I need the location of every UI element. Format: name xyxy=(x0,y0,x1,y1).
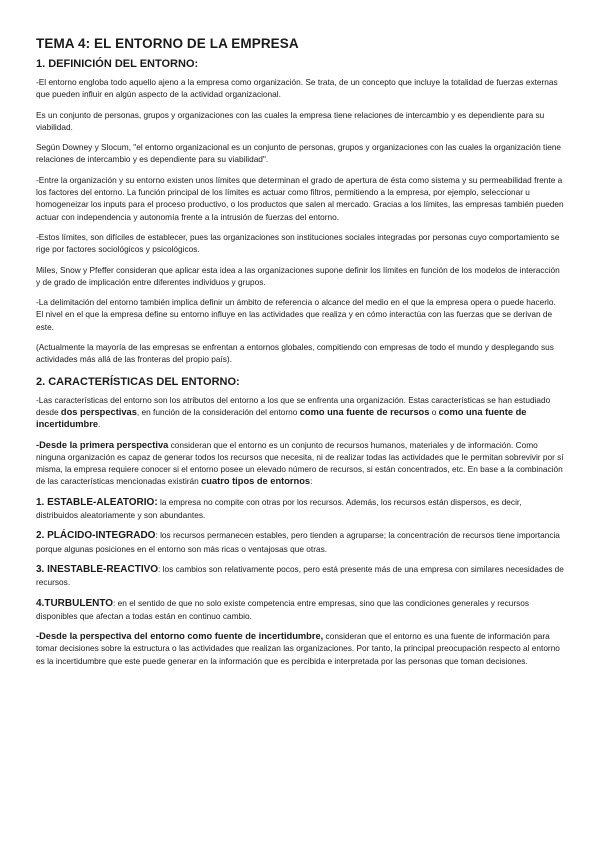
paragraph: -Entre la organización y su entorno existen unos límites que determinan el grado de apertura de ésta como sistema y su permeabilidad frente a los factores del entorno. La función principal de los límites es actuar como filtros, permitiendo a la empresa, por ejemplo, seleccionar u homogeneizar los inputs para el proceso productivo, o los productos que salen al mercado. Gracias a los límites, las empresas también pueden actuar con independencia y autonomía frente a la intrusión de fuerzas del entorno. xyxy=(36,174,564,222)
text: . xyxy=(98,419,101,430)
text: o xyxy=(429,406,439,417)
entorno-type-1 xyxy=(36,496,565,522)
bold-text: cuatro tipos de entornos xyxy=(201,476,311,487)
paragraph: Según Downey y Slocum, "el entorno organizacional es un conjunto de personas, grupos y organizaciones con las cuales la organización tiene relaciones de intercambio y es dependiente para su viabilidad". xyxy=(36,142,562,165)
type-label: 1. ESTABLE-ALEATORIO: xyxy=(36,496,158,508)
text: consideran que el entorno es un conjunto de recursos humanos, materiales y de información. Como ninguna organización es capaz de generar todos los recursos que necesita, ni de realizar todas las actividades que le permitan sobrevivir por sí misma, la empresa requiere conocer si el entorno posee un elevado número de recursos, si están concentrados, etc. En base a la combinación de las características mencionadas existirán xyxy=(36,439,564,487)
text: : los cambios son relativamente pocos, pero está presente más de una empresa con similares necesidades de recursos. xyxy=(36,563,564,588)
text: -Las características del entorno son los atributos del entorno a los que se enfrenta una organización. Estas características se han estudiado desde xyxy=(36,394,551,417)
type-label: 4.TURBULENTO xyxy=(36,597,114,609)
bold-text: -Desde la primera perspectiva xyxy=(36,439,169,450)
paragraph: -El entorno engloba todo aquello ajeno a la empresa como organización. Se trata, de un concepto que incluye la totalidad de fuerzas externas que pueden influir en algún aspecto de la actividad organizacional. xyxy=(36,77,558,100)
paragraph: (Actualmente la mayoría de las empresas se enfrentan a entornos globales, compitiendo con empresas de todo el mundo y desplegando sus actividades más allá de las fronteras del propio país). xyxy=(36,342,554,365)
section-heading-definicion: 1. DEFINICIÓN DEL ENTORNO: xyxy=(36,58,199,70)
paragraph: Es un conjunto de personas, grupos y organizaciones con las cuales la empresa tiene relaciones de intercambio y es dependiente para su viabilidad. xyxy=(36,109,545,132)
entorno-type-2 xyxy=(36,529,565,555)
text: : los recursos permanecen estables, pero tienden a agruparse; la concentración de recursos tiene importancia porque algunas posiciones en el entorno son más ricas o ventajosas que otras. xyxy=(36,530,560,554)
text: : xyxy=(310,476,313,487)
document-page xyxy=(36,36,565,675)
bold-text: dos perspectivas xyxy=(60,406,137,417)
page-title: TEMA 4: EL ENTORNO DE LA EMPRESA xyxy=(36,36,299,51)
paragraph-primera-perspectiva xyxy=(36,439,565,488)
entorno-type-3 xyxy=(36,563,565,589)
entorno-type-4 xyxy=(36,597,565,623)
text: la empresa no compite con otras por los recursos. Además, los recursos están dispersos, es decir, distribuidos aleatoriamente y son abundantes. xyxy=(36,496,522,521)
bold-text: -Desde la perspectiva del entorno como fuente de incertidumbre, xyxy=(36,631,324,642)
paragraph: Miles, Snow y Pfeffer consideran que aplicar esta idea a las organizaciones supone definir los límites en función de los modelos de interacción y de grado de implicación entre diferentes individuos y grupos. xyxy=(36,264,560,287)
paragraph-incertidumbre xyxy=(36,630,565,667)
paragraph: -La delimitación del entorno también implica definir un ámbito de referencia o alcance del medio en el que la empresa opera o puede hacerlo. El nivel en el que la empresa define su entorno influye en las actividades que realiza y en cómo interactúa con las fuerzas que se derivan de este. xyxy=(36,297,556,332)
text: , en función de la consideración del entorno xyxy=(136,406,300,417)
text: consideran que el entorno es una fuente de información para tomar decisiones sobre la estructura o las actividades que realizan las organizaciones. Por tanto, la principal preocupación respecto al entorno es la incertidumbre que este puede generar en la información que es percibida e interpretada por las personas que toman decisiones. xyxy=(36,631,560,666)
paragraph: -Estos límites, son difíciles de establecer, pues las organizaciones son instituciones sociales integradas por personas cuyo comportamiento se rige por factores sociológicos y psicológicos. xyxy=(36,231,560,255)
section-heading-caracteristicas: 2. CARACTERÍSTICAS DEL ENTORNO: xyxy=(36,375,240,388)
type-label: 2. PLÁCIDO-INTEGRADO xyxy=(36,530,156,542)
bold-text: como una fuente de incertidumbre xyxy=(36,406,527,430)
bold-text: como una fuente de recursos xyxy=(299,406,430,417)
type-label: 3. INESTABLE-REACTIVO xyxy=(36,563,159,575)
text: : en el sentido de que no solo existe competencia entre empresas, sino que las condiciones generales y recursos disponibles que afectan a todas están en continuo cambio. xyxy=(36,597,530,621)
paragraph-perspectivas xyxy=(36,394,565,431)
